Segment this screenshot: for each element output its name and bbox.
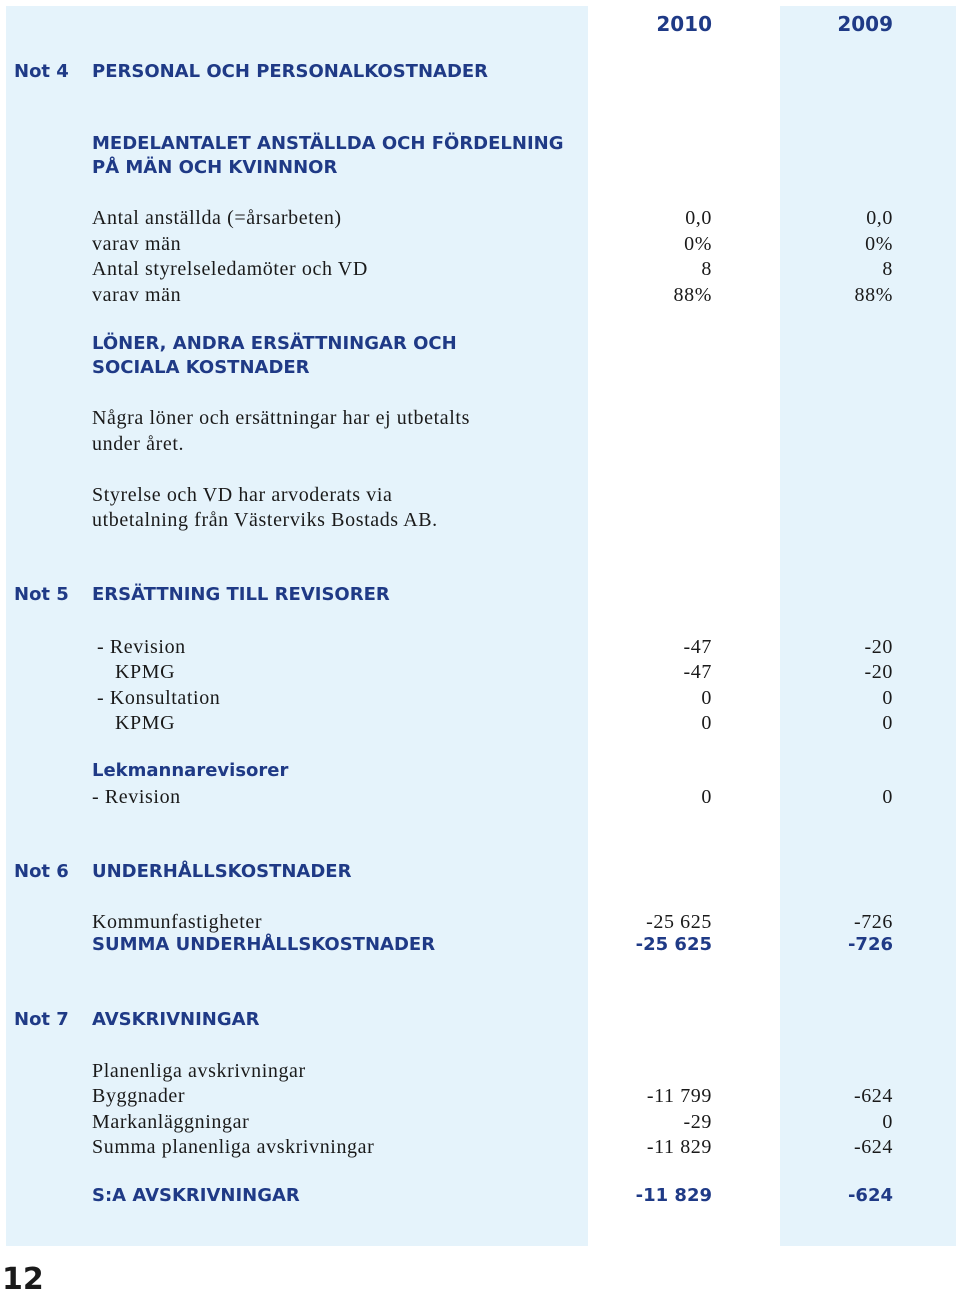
note-4-subheading: SOCIALA KOSTNADER — [92, 357, 310, 378]
note-6-label: Not 6 — [14, 861, 69, 882]
row-label: - Revision — [92, 786, 181, 808]
row-label: - Revision — [97, 636, 186, 658]
value-2010: 0% — [684, 233, 712, 255]
sum-label: SUMMA UNDERHÅLLSKOSTNADER — [92, 934, 436, 955]
note-4-subheading: PÅ MÄN OCH KVINNNOR — [92, 157, 338, 178]
note-6-title: UNDERHÅLLSKOSTNADER — [92, 861, 352, 882]
value-2009: 8 — [882, 258, 893, 280]
note-4-text: Styrelse och VD har arvoderats via — [92, 484, 393, 506]
value-2009: 0 — [882, 687, 893, 709]
row-label: KPMG — [115, 712, 176, 734]
note-4-text: under året. — [92, 433, 185, 455]
row-label: varav män — [92, 284, 182, 306]
note-4-text: Några löner och ersättningar har ej utbetalts — [92, 407, 470, 429]
value-2009: -624 — [853, 1085, 893, 1107]
row-label: varav män — [92, 233, 182, 255]
value-2010: -29 — [683, 1111, 712, 1133]
total-value-2009: -624 — [847, 1185, 893, 1206]
row-label: KPMG — [115, 661, 176, 683]
note-4-subheading: MEDELANTALET ANSTÄLLDA OCH FÖRDELNING — [92, 133, 564, 154]
value-2009: -20 — [864, 661, 893, 683]
value-2010: -25 625 — [646, 911, 712, 933]
value-2009: 0 — [882, 786, 893, 808]
page-number: 12 — [2, 1262, 44, 1297]
value-2010: -11 799 — [646, 1085, 712, 1107]
note-5-label: Not 5 — [14, 584, 69, 605]
value-2010: 88% — [673, 284, 712, 306]
year-2010-header: 2010 — [656, 12, 712, 36]
value-2009: 0 — [882, 1111, 893, 1133]
row-label: Byggnader — [92, 1085, 186, 1107]
row-label: Antal anställda (=årsarbeten) — [92, 207, 342, 229]
value-2009: -20 — [864, 636, 893, 658]
note-7-title: AVSKRIVNINGAR — [92, 1009, 260, 1030]
column-2009-panel — [780, 6, 956, 1246]
sum-value-2009: -726 — [847, 934, 893, 955]
note-7-label: Not 7 — [14, 1009, 69, 1030]
row-label: Summa planenliga avskrivningar — [92, 1136, 375, 1158]
note-4-label: Not 4 — [14, 61, 69, 82]
note-5-subheading: Lekmannarevisorer — [92, 760, 289, 781]
value-2009: 0% — [865, 233, 893, 255]
value-2009: -726 — [853, 911, 893, 933]
value-2009: 0 — [882, 712, 893, 734]
value-2009: 0,0 — [866, 207, 893, 229]
value-2010: -47 — [683, 661, 712, 683]
value-2010: -47 — [683, 636, 712, 658]
value-2010: 8 — [701, 258, 712, 280]
note-4-subheading: LÖNER, ANDRA ERSÄTTNINGAR OCH — [92, 333, 457, 354]
value-2010: 0,0 — [685, 207, 712, 229]
row-label: Antal styrelseledamöter och VD — [92, 258, 368, 280]
year-2009-header: 2009 — [837, 12, 893, 36]
value-2010: 0 — [701, 687, 712, 709]
row-label: Markanläggningar — [92, 1111, 250, 1133]
note-4-title: PERSONAL OCH PERSONALKOSTNADER — [92, 61, 489, 82]
row-label: Kommunfastigheter — [92, 911, 263, 933]
value-2009: 88% — [854, 284, 893, 306]
total-value-2010: -11 829 — [635, 1185, 712, 1206]
row-label: - Konsultation — [97, 687, 221, 709]
value-2010: 0 — [701, 786, 712, 808]
sum-value-2010: -25 625 — [635, 934, 712, 955]
value-2010: -11 829 — [646, 1136, 712, 1158]
value-2010: 0 — [701, 712, 712, 734]
note-7-subheading: Planenliga avskrivningar — [92, 1060, 306, 1082]
note-4-text: utbetalning från Västerviks Bostads AB. — [92, 509, 438, 531]
value-2009: -624 — [853, 1136, 893, 1158]
total-label: S:A AVSKRIVNINGAR — [92, 1185, 300, 1206]
note-5-title: ERSÄTTNING TILL REVISORER — [92, 584, 390, 605]
